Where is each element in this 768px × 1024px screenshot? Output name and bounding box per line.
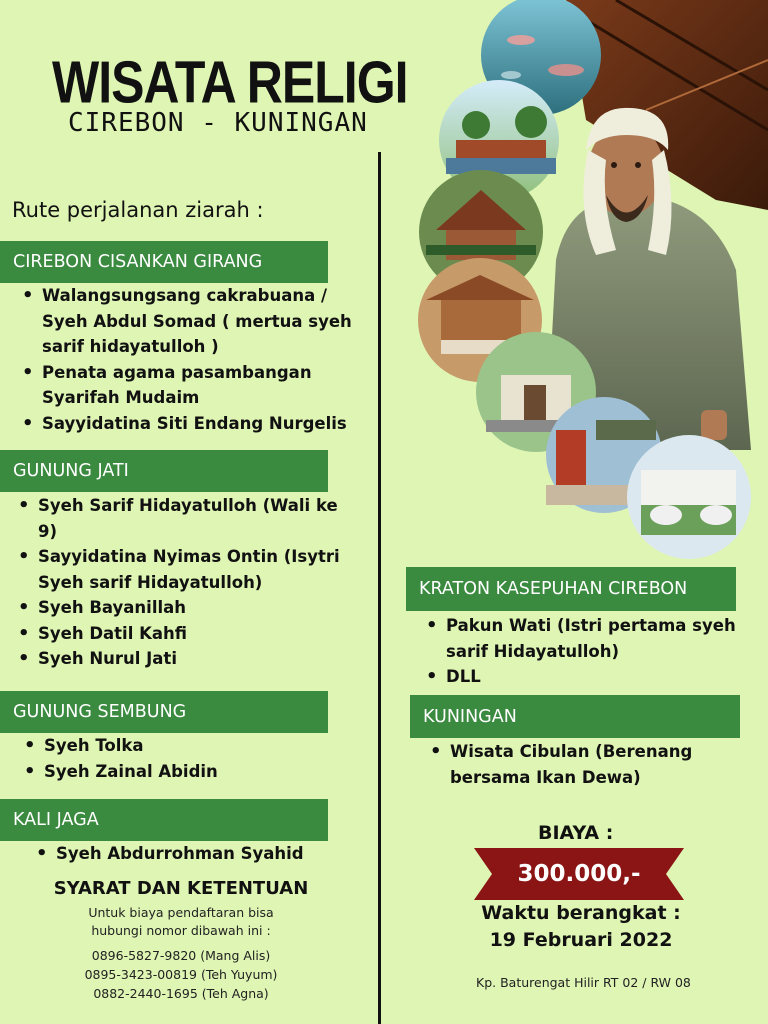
list-item: • Sayyidatina Siti Endang Nurgelis [20,411,370,437]
section-kuningan-header: KUNINGAN [410,695,740,738]
price-tag [474,848,684,900]
terms-line-2: hubungi nomor dibawah ini : [91,923,271,938]
address: Kp. Baturengat Hilir RT 02 / RW 08 [476,975,691,990]
section-kuningan-list [428,739,748,790]
contact-2: 0895-3423-00819 (Teh Yuyum) [84,967,278,982]
price-label: BIAYA : [538,822,614,844]
section-gunung-jati-list [16,493,356,672]
section-cisankan-list [20,283,370,436]
section-kali-jaga-header: KALI JAGA [0,799,328,841]
poster-subtitle: CIREBON - KUNINGAN [68,108,368,138]
center-divider [378,152,381,1024]
section-kali-jaga-list [34,841,374,867]
list-item: • Pakun Wati (Istri pertama syeh sarif Hidayatulloh) [424,613,768,664]
poster-title: WISATA RELIGI [52,49,408,116]
list-item: • Wisata Cibulan (Berenang bersama Ikan Dewa) [428,739,748,790]
photo-palace [627,435,751,559]
list-item: • Penata agama pasambangan Syarifah Mudaim [20,360,370,411]
terms-heading: SYARAT DAN KETENTUAN [53,878,309,899]
section-kraton-list [424,613,768,690]
depart-label: Waktu berangkat : [481,902,681,924]
section-kraton-header: KRATON KASEPUHAN CIREBON [406,567,736,611]
contact-1: 0896-5827-9820 (Mang Alis) [91,948,271,963]
list-item: • Syeh Tolka [22,733,362,759]
photo-collage [416,0,768,560]
price-value: 300.000,- [517,861,641,887]
list-item: • Syeh Nurul Jati [16,646,356,672]
list-item: • DLL [424,664,768,690]
depart-date: 19 Februari 2022 [489,929,673,951]
list-item: • Syeh Datil Kahfi [16,621,356,647]
list-item: • Sayyidatina Nyimas Ontin (Isytri Syeh sarif Hidayatulloh) [16,544,356,595]
list-item: • Walangsungsang cakrabuana / Syeh Abdul Somad ( mertua syeh sarif hidayatulloh ) [20,283,370,360]
route-heading: Rute perjalanan ziarah : [12,198,264,222]
list-item: • Syeh Zainal Abidin [22,759,362,785]
contact-3: 0882-2440-1695 (Teh Agna) [93,986,269,1001]
list-item: • Syeh Abdurrohman Syahid [34,841,374,867]
section-gunung-sembung-list [22,733,362,784]
list-item: • Syeh Sarif Hidayatulloh (Wali ke 9) [16,493,356,544]
section-cisankan-header: CIREBON CISANKAN GIRANG [0,241,328,283]
terms-line-1: Untuk biaya pendaftaran bisa [88,905,274,920]
section-gunung-sembung-header: GUNUNG SEMBUNG [0,691,328,733]
section-gunung-jati-header: GUNUNG JATI [0,450,328,492]
list-item: • Syeh Bayanillah [16,595,356,621]
